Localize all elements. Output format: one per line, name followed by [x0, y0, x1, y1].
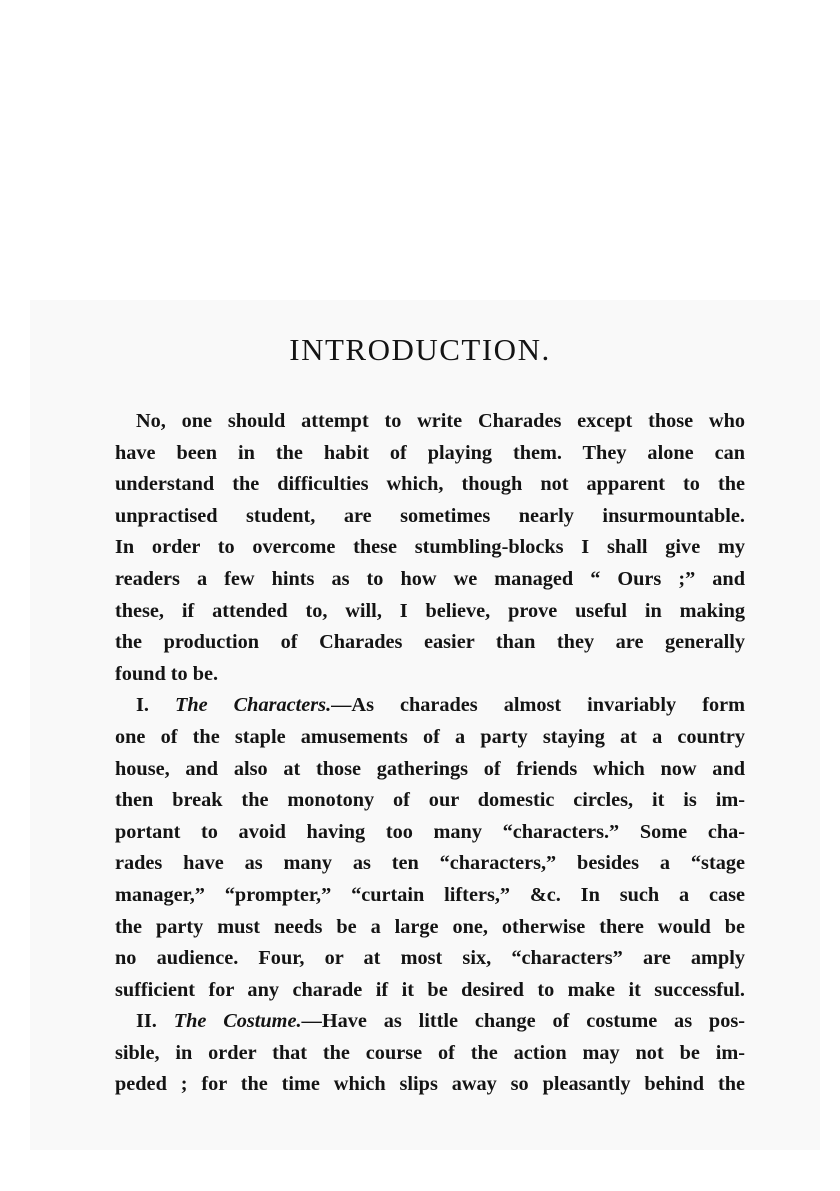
text-line: manager,” “prompter,” “curtain lifters,” &c. In such a case [115, 883, 745, 906]
section-number: II. [136, 1010, 157, 1033]
text-line: peded ; for the time which slips away so pleasantly behind the [115, 1073, 745, 1096]
text-line: found to be. [115, 662, 219, 685]
text-line: portant to avoid having too many “characters.” Some cha- [115, 820, 745, 843]
text-line: house, and also at those gatherings of friends which now and [115, 757, 745, 780]
section-number: I. [136, 694, 149, 717]
text-line: sible, in order that the course of the action may not be im- [115, 1041, 745, 1064]
text-line: In order to overcome these stumbling-blocks I shall give my [115, 536, 745, 559]
text-line: unpractised student, are sometimes nearly insurmountable. [115, 504, 745, 527]
text-line: the production of Charades easier than they are generally [115, 631, 745, 654]
chapter-title: INTRODUCTION. [289, 332, 551, 367]
text-line [115, 690, 745, 722]
paragraph-intro [115, 406, 745, 690]
text-line: rades have as many as ten “characters,” besides a “stage [115, 852, 745, 875]
text-line: readers a few hints as to how we managed “ Ours ;” and [115, 567, 745, 590]
text-line: have been in the habit of playing them. They alone can [115, 441, 745, 464]
text-line: no audience. Four, or at most six, “characters” are amply [115, 947, 745, 970]
text-line: the party must needs be a large one, otherwise there would be [115, 915, 745, 938]
text-line: understand the difficulties which, though not apparent to the [115, 473, 745, 496]
paragraph-characters [115, 690, 745, 1006]
section-heading: The Costume. [173, 1010, 302, 1033]
text-line [115, 1006, 745, 1038]
section-heading: The Characters. [174, 694, 332, 717]
body-text [115, 406, 745, 1101]
paragraph-costume [115, 1006, 745, 1101]
text-line: No, one should attempt to write Charades except those who [136, 410, 745, 432]
text-line: sufficient for any charade if it be desired to make it successful. [115, 978, 745, 1001]
text-line: then break the monotony of our domestic circles, it is im- [115, 789, 745, 812]
text-line: these, if attended to, will, I believe, prove useful in making [115, 599, 745, 622]
text-line: one of the staple amusements of a party staying at a country [115, 725, 745, 748]
text-run: —Have as little change of costume as pos- [301, 1010, 745, 1033]
text-run: —As charades almost invariably form [331, 694, 745, 717]
